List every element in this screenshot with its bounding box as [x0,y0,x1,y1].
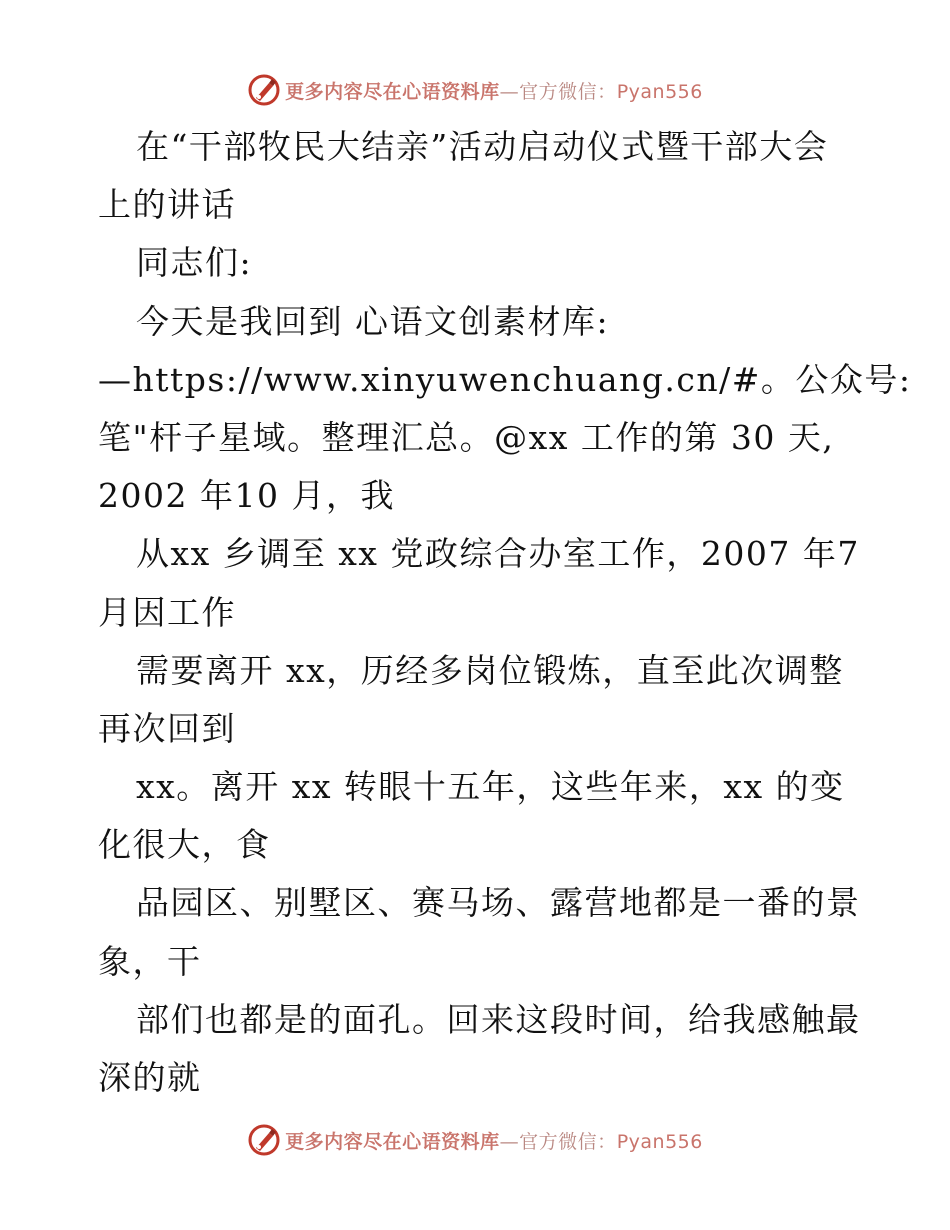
pen-logo-icon [247,73,281,107]
paragraph-line: 象，干 [98,941,202,981]
paragraph-line: 从xx 乡调至 xx 党政综合办室工作，2007 年7 [136,534,860,574]
paragraph-line: 需要离开 xx，历经多岗位锻炼，直至此次调整 [136,650,844,690]
salutation: 同志们: [136,243,253,283]
paragraph-line: 部们也都是的面孔。回来这段时间，给我感触最 [136,999,861,1039]
paragraph-line: xx。离开 xx 转眼十五年，这些年来，xx 的变 [136,767,845,807]
paragraph-line: 笔"杆子星域。整理汇总。@xx 工作的第 30 天, [98,417,835,457]
watermark-wechat-id: Pyan556 [616,80,703,103]
footer-watermark [0,1120,950,1160]
pen-logo-icon [247,1123,281,1157]
watermark-wechat-id: Pyan556 [616,1130,703,1153]
header-watermark [0,70,950,110]
watermark-sub-text: —官方微信： [499,80,617,103]
document-body [98,118,912,1107]
title-line-2: 上的讲话 [98,185,236,225]
paragraph-line: 月因工作 [98,592,236,632]
watermark-sub-text: —官方微信： [499,1130,617,1153]
paragraph-line: 深的就 [98,1058,202,1097]
title-line-1: 在“干部牧民大结亲”活动启动仪式暨干部大会 [136,127,829,166]
paragraph-line: —https://www.xinyuwenchuang.cn/#。公众号: [98,359,912,399]
watermark-main-text: 更多内容尽在心语资料库 [285,1130,500,1153]
paragraph-line: 2002 年10 月，我 [98,476,395,516]
paragraph-line: 再次回到 [98,708,236,748]
paragraph-line: 化很大，食 [98,825,271,865]
paragraph-line: 品园区、别墅区、赛马场、露营地都是一番的景 [136,883,861,923]
watermark-main-text: 更多内容尽在心语资料库 [285,80,500,103]
paragraph-line: 今天是我回到 心语文创素材库: [136,301,610,341]
